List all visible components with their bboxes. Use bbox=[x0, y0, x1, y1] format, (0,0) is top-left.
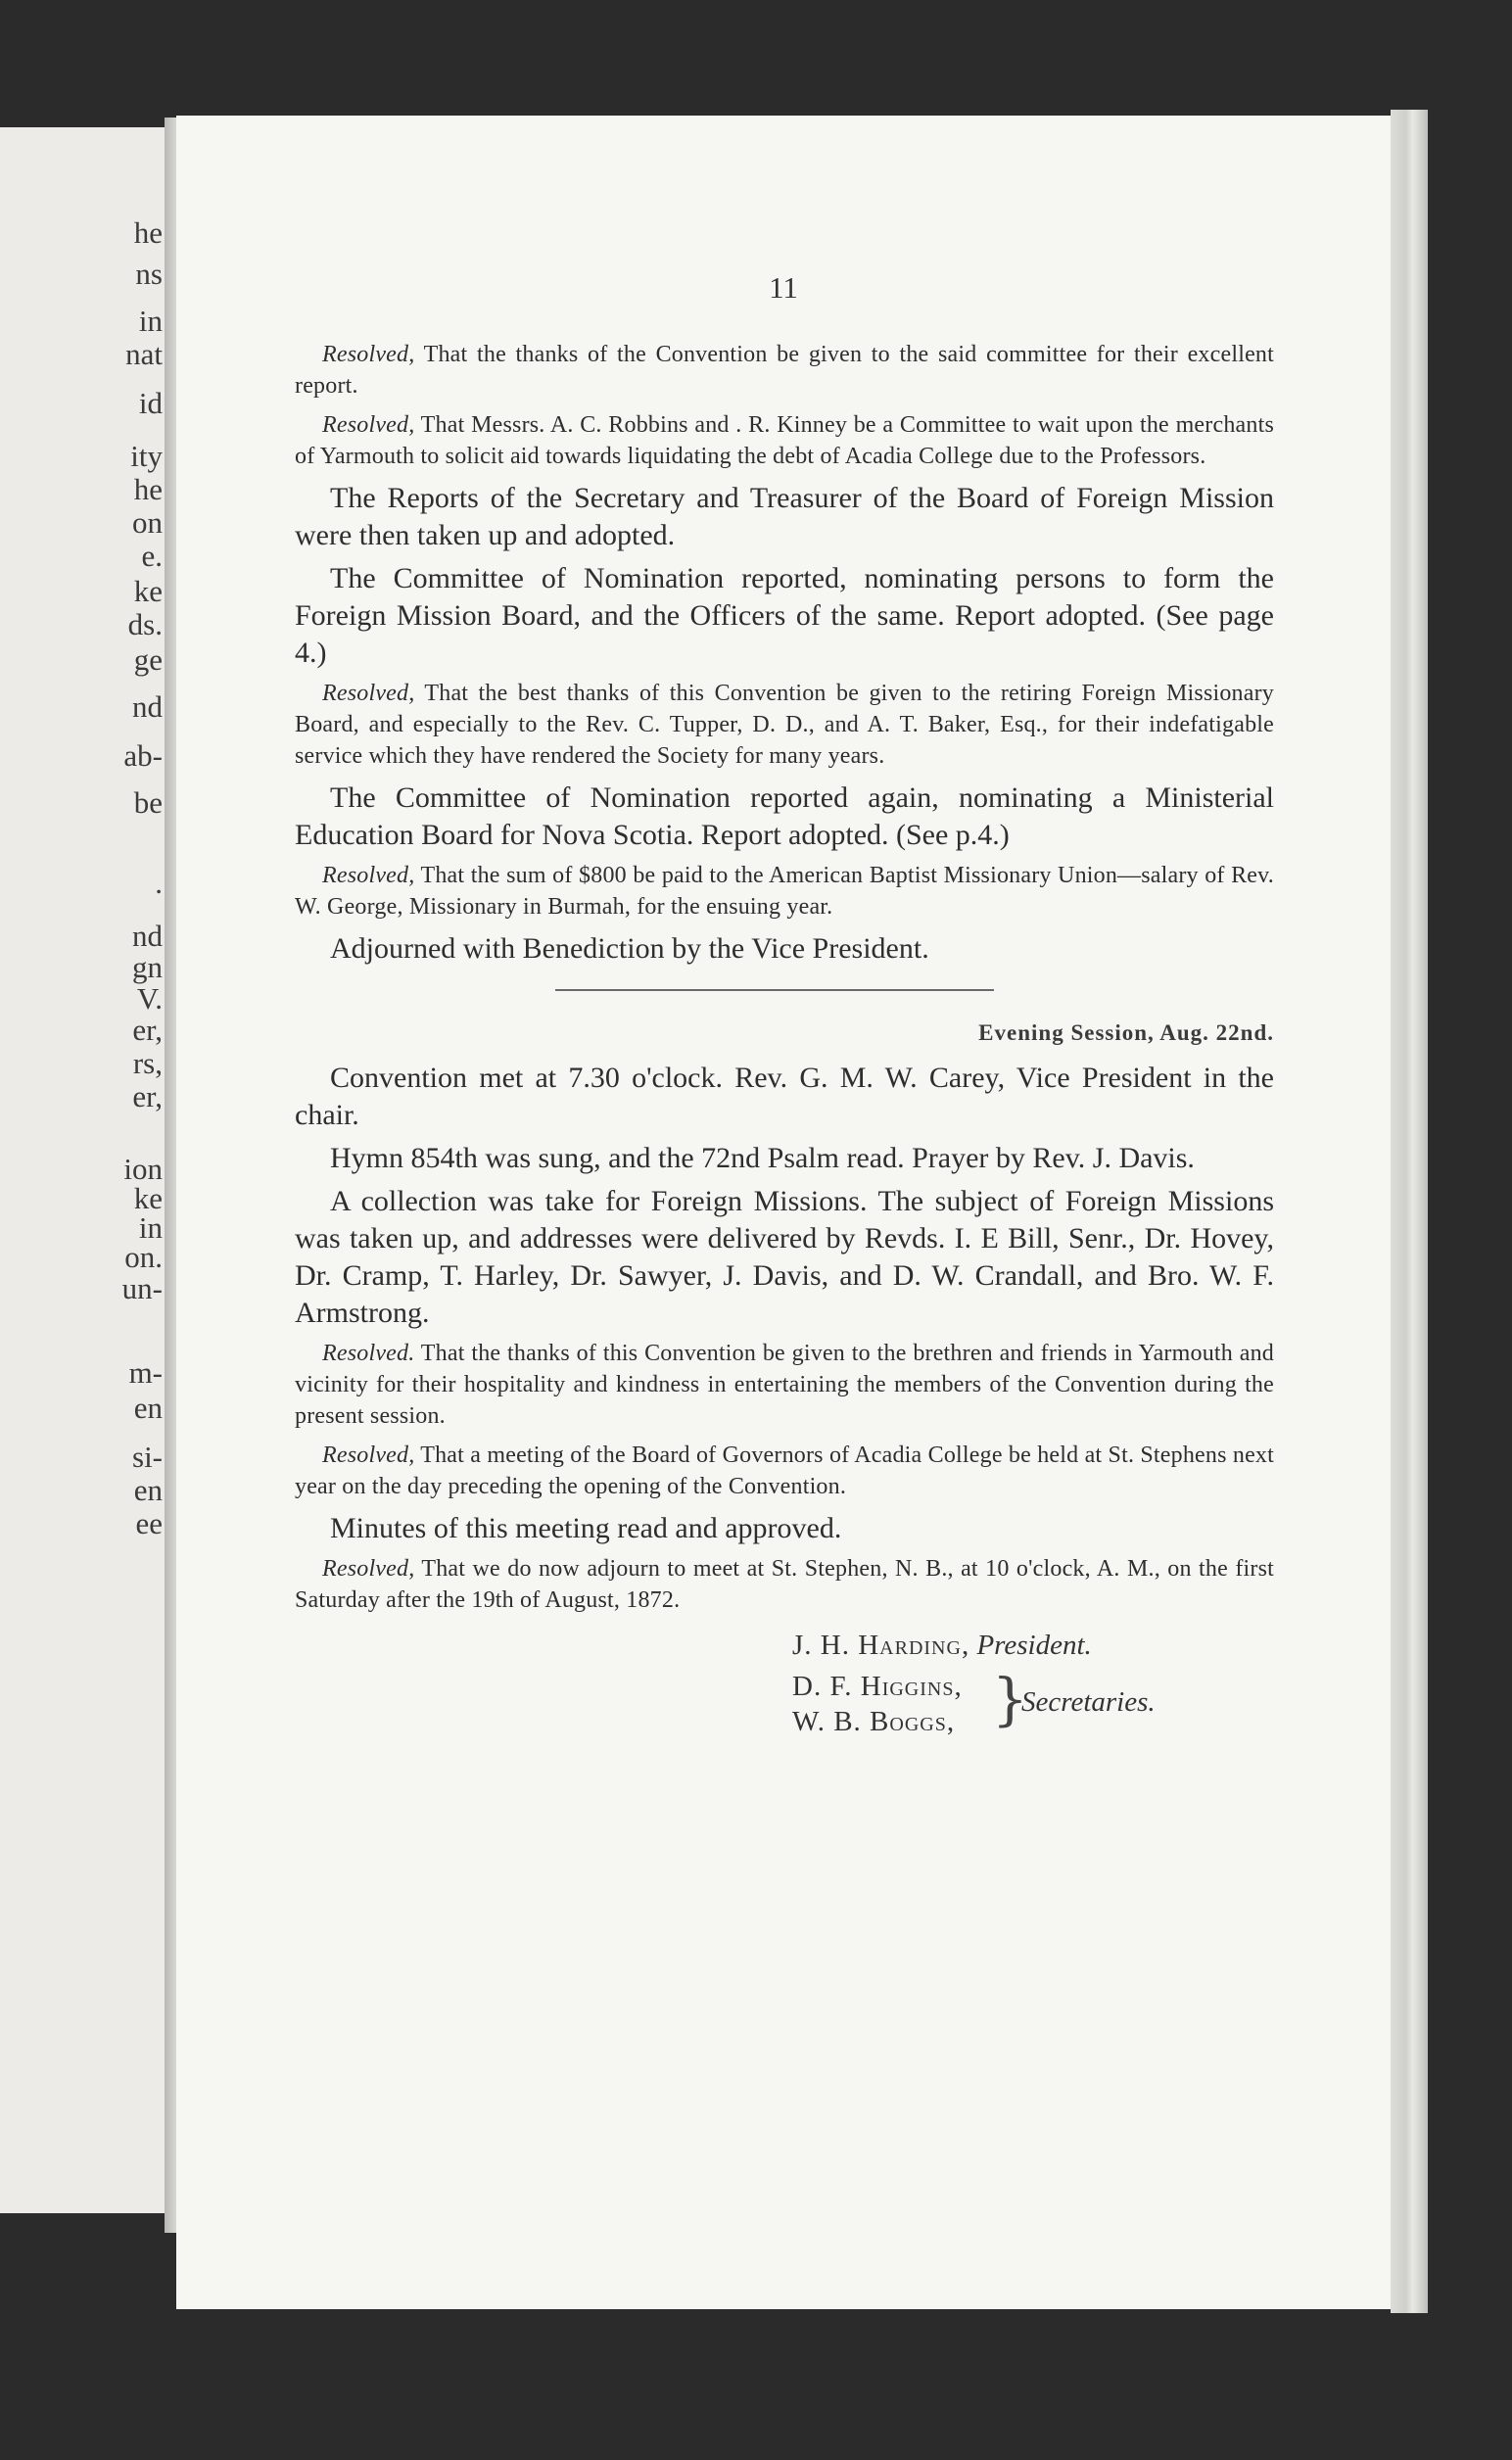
left-page-fragment: nd bbox=[132, 689, 163, 724]
resolution-paragraph bbox=[295, 339, 1274, 402]
minutes-section-2 bbox=[295, 1060, 1274, 1616]
paragraph-text: A collection was take for Foreign Missions. The subject of Foreign Missions was taken up, and addresses were delivered by Revds. I. E Bill, Senr., Dr. Hovey, Dr. Cramp, T. Harley, Dr. Sawyer, J. Davis, and D. W. Crandall, and Bro. W. F. Armstrong. bbox=[295, 1185, 1274, 1329]
paragraph-text: That we do now adjourn to meet at St. Stephen, N. B., at 10 o'clock, A. M., on the first Saturday after the 19th of August, 1872. bbox=[295, 1556, 1274, 1613]
left-page-fragment: ion bbox=[123, 1152, 163, 1186]
left-page-fragment: ee bbox=[135, 1506, 163, 1540]
minutes-paragraph bbox=[295, 1510, 1274, 1547]
resolution-paragraph bbox=[295, 678, 1274, 772]
president-name: J. H. Harding, bbox=[792, 1630, 970, 1661]
session-heading: Evening Session, Aug. 22nd. bbox=[978, 1020, 1274, 1045]
minutes-paragraph bbox=[295, 480, 1274, 554]
resolved-label: Resolved. bbox=[322, 1341, 415, 1366]
brace-icon: } bbox=[992, 1666, 1028, 1732]
left-page-fragment: m- bbox=[128, 1355, 163, 1390]
paragraph-text: That Messrs. A. C. Robbins and . R. Kinney be a Committee to wait upon the merchants of Yarmouth to solicit aid towards liquidating the debt of Acadia College due to the Professors. bbox=[295, 412, 1274, 469]
paragraph-text: Convention met at 7.30 o'clock. Rev. G. M. W. Carey, Vice President in the chair. bbox=[295, 1062, 1274, 1131]
resolved-label: Resolved, bbox=[322, 412, 415, 438]
left-page-fragment: he bbox=[133, 472, 163, 506]
left-page-fragment: ke bbox=[133, 574, 163, 608]
paragraph-text: The Committee of Nomination reported, nominating persons to form the Foreign Mission Board, and the Officers of the same. Report adopted. (See page 4.) bbox=[295, 562, 1274, 669]
resolved-label: Resolved, bbox=[322, 342, 415, 367]
paragraph-text: That the best thanks of this Convention be given to the retiring Foreign Missionary Board, and especially to the Rev. C. Tupper, D. D., and A. T. Baker, Esq., for their indefatigable service which they have rendered the Society for many years. bbox=[295, 681, 1274, 769]
minutes-paragraph bbox=[295, 1183, 1274, 1332]
left-page-fragment: ns bbox=[135, 257, 163, 291]
left-page-fragment: ke bbox=[133, 1181, 163, 1215]
left-page-fragment: nat bbox=[125, 337, 163, 371]
left-page-fragment: on bbox=[132, 505, 163, 540]
left-page-fragment: e. bbox=[141, 539, 163, 573]
left-page-fragment: si- bbox=[132, 1440, 163, 1474]
resolution-paragraph bbox=[295, 1338, 1274, 1432]
page bbox=[176, 116, 1391, 2309]
page-edge bbox=[1391, 110, 1428, 2313]
resolved-label: Resolved, bbox=[322, 1556, 415, 1582]
minutes-section-1 bbox=[295, 339, 1274, 968]
resolution-paragraph bbox=[295, 860, 1274, 922]
paper-crease bbox=[893, 2195, 1144, 2309]
minutes-paragraph bbox=[295, 780, 1274, 854]
left-page-fragment: en bbox=[133, 1391, 163, 1425]
left-page-fragment: en bbox=[133, 1473, 163, 1507]
resolution-paragraph bbox=[295, 409, 1274, 472]
resolved-label: Resolved, bbox=[322, 863, 415, 888]
left-page-fragment: id bbox=[138, 386, 163, 420]
left-page-fragment: er, bbox=[132, 1079, 163, 1113]
left-page-fragment: nd bbox=[132, 919, 163, 953]
paragraph-text: That the sum of $800 be paid to the American Baptist Missionary Union—salary of Rev. W. George, Missionary in Burmah, for the ensuing year. bbox=[295, 863, 1274, 920]
minutes-paragraph bbox=[295, 560, 1274, 672]
president-signature bbox=[792, 1630, 1092, 1662]
left-page-fragment: ds. bbox=[127, 607, 163, 641]
resolution-paragraph bbox=[295, 1553, 1274, 1616]
left-page-fragment: ab- bbox=[123, 738, 163, 773]
left-page-fragment: . bbox=[155, 866, 163, 900]
left-page-fragment: rs, bbox=[132, 1046, 163, 1080]
minutes-paragraph bbox=[295, 1060, 1274, 1134]
page-body bbox=[295, 339, 1274, 1771]
president-title: President. bbox=[976, 1630, 1092, 1661]
page-number: 11 bbox=[769, 270, 798, 305]
left-page-fragment: in bbox=[138, 1210, 163, 1245]
paragraph-text: That the thanks of this Convention be given to the brethren and friends in Yarmouth and vicinity for their hospitality and kindness in entertaining the members of the Convention during the present session. bbox=[295, 1341, 1274, 1429]
left-page-fragment: V. bbox=[136, 981, 163, 1016]
left-page-fragment: er, bbox=[132, 1013, 163, 1047]
paragraph-text: Adjourned with Benediction by the Vice President. bbox=[330, 932, 929, 965]
resolved-label: Resolved, bbox=[322, 1443, 415, 1468]
paragraph-text: The Reports of the Secretary and Treasurer of the Board of Foreign Mission were then taken up and adopted. bbox=[295, 482, 1274, 551]
left-page-fragment: gn bbox=[132, 950, 163, 984]
left-page-fragment: be bbox=[133, 785, 163, 820]
secretary-name-1: D. F. Higgins, bbox=[792, 1671, 963, 1702]
resolution-paragraph bbox=[295, 1440, 1274, 1502]
left-page-fragment: he bbox=[133, 215, 163, 250]
paragraph-text: The Committee of Nomination reported again, nominating a Ministerial Education Board for Nova Scotia. Report adopted. (See p.4.) bbox=[295, 781, 1274, 851]
left-page-fragment: on. bbox=[124, 1240, 163, 1274]
paragraph-text: Minutes of this meeting read and approved. bbox=[330, 1512, 842, 1544]
book-gutter bbox=[165, 118, 176, 2233]
secretary-name-2: W. B. Boggs, bbox=[792, 1706, 956, 1737]
left-page-fragment: ge bbox=[133, 642, 163, 677]
section-divider bbox=[555, 989, 994, 991]
paragraph-text: Hymn 854th was sung, and the 72nd Psalm read. Prayer by Rev. J. Davis. bbox=[330, 1142, 1195, 1174]
minutes-paragraph bbox=[295, 1140, 1274, 1177]
minutes-paragraph bbox=[295, 930, 1274, 968]
left-page-fragment: in bbox=[138, 304, 163, 338]
left-page-edge bbox=[0, 127, 165, 2213]
left-page-fragment: ity bbox=[130, 439, 163, 473]
resolved-label: Resolved, bbox=[322, 681, 415, 706]
paragraph-text: That a meeting of the Board of Governors of Acadia College be held at St. Stephens next year on the day preceding the opening of the Convention. bbox=[295, 1443, 1274, 1499]
paragraph-text: That the thanks of the Convention be given to the said committee for their excellent report. bbox=[295, 342, 1274, 399]
signature-block bbox=[295, 1624, 1274, 1771]
secretaries-title: Secretaries. bbox=[1021, 1686, 1156, 1718]
left-page-fragment: un- bbox=[121, 1271, 163, 1305]
